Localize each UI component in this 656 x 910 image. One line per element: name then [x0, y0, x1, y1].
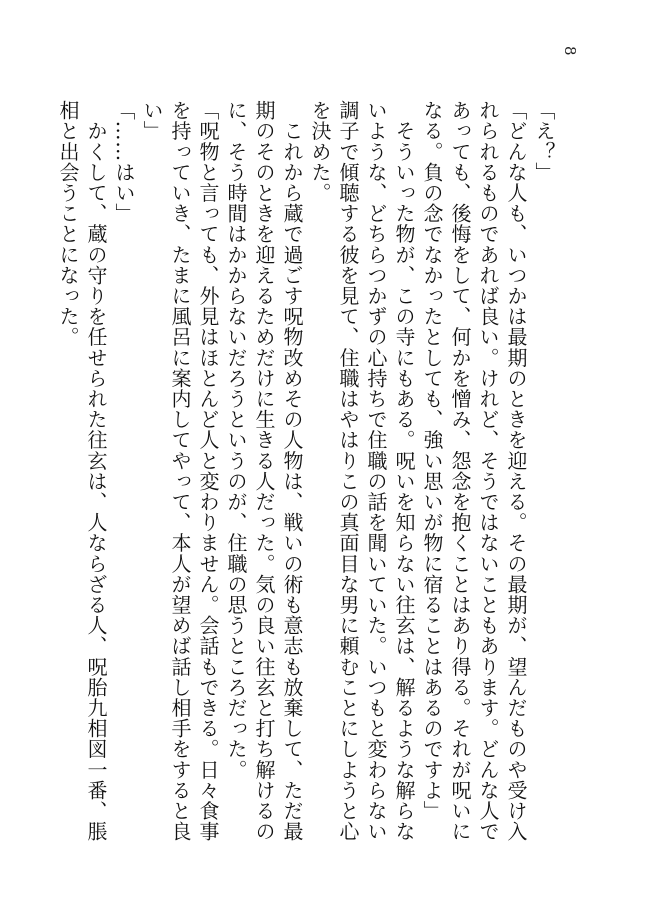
paragraph: 「……はい」	[112, 100, 136, 224]
paragraph: これから蔵で過ごす呪物改めその人物は、戦いの術も意志も放棄して、ただ最期のそのときを迎えるためだけに生きる人だった。気の良い往玄と打ち解けるのに、そう時間はかからないだろうというのが、住職の思うところだった。	[224, 100, 304, 842]
paragraph: そういった物が、この寺にもある。呪いを知らない往玄は、解るような解らないような、どちらつかずの心持ちで住職の話を聞いていた。いつもと変わらない調子で傾聴する彼を見て、住職はやはりこの真面目な男に頼むことにしようと心を決めた。	[308, 100, 416, 842]
paragraph: 「どんな人も、いつかは最期のときを迎える。その最期が、望んだものや受け入れられるものであれば良い。けれど、そうではないこともあります。どんな人であっても、後悔をして、何かを憎み、怨念を抱くことはあり得る。それが呪いになる。負の念でなかったとしても、強い思いが物に宿ることはあるのですよ」	[420, 100, 528, 842]
vertical-text-body	[56, 100, 558, 860]
paragraph: 「え？」	[532, 100, 556, 183]
paragraph: かくして、蔵の守りを任せられた往玄は、人ならざる人、呪胎九相図一番、脹相と出会うことになった。	[56, 100, 108, 842]
paragraph: 「呪物と言っても、外見はほとんど人と変わりません。会話もできる。日々食事を持っていき、たまに風呂に案内してやって、本人が望めば話し相手をすると良い」	[140, 100, 220, 842]
page-number: 8	[561, 46, 579, 56]
